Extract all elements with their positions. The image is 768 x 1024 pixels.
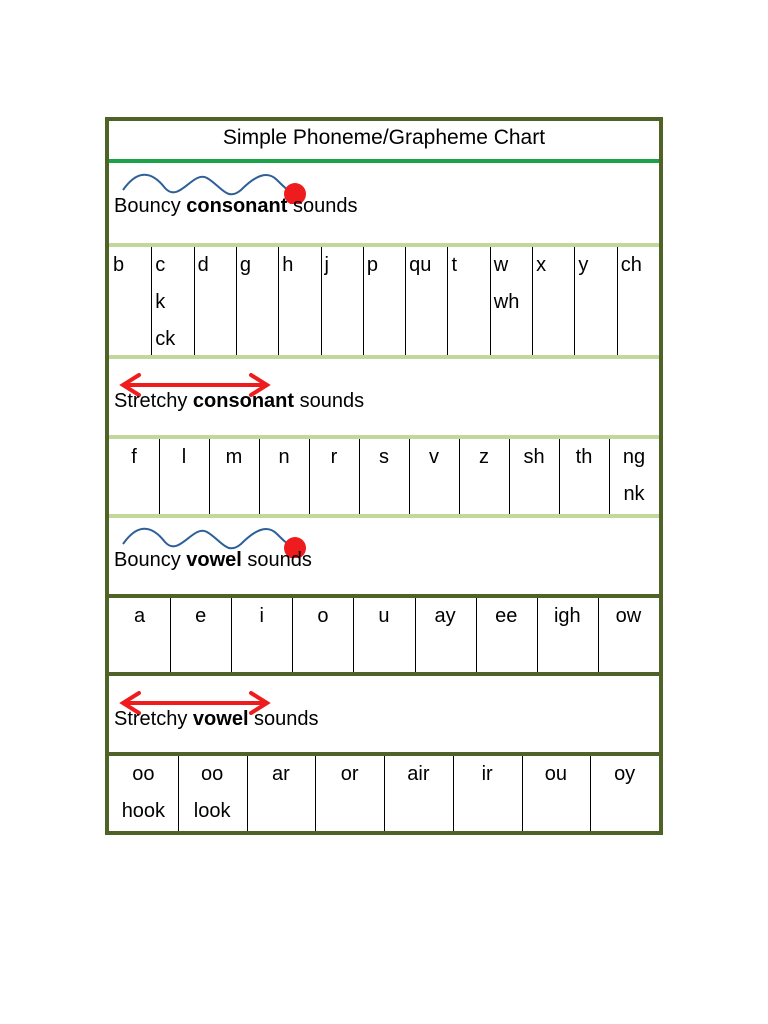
grapheme-text: r <box>330 446 338 468</box>
cell-divider <box>522 756 523 831</box>
label-prefix: Bouncy <box>114 195 187 217</box>
grapheme-cell <box>363 247 405 355</box>
grapheme-text: ar <box>271 763 290 785</box>
cell-divider <box>151 247 152 355</box>
grapheme-cell <box>321 247 363 355</box>
grapheme-cell <box>590 756 659 831</box>
section-label <box>114 390 364 413</box>
grapheme-text: n <box>278 446 290 468</box>
grapheme-text: look <box>193 800 231 822</box>
cell-divider <box>292 598 293 672</box>
grapheme-text: l <box>181 446 187 468</box>
grapheme-text: ck <box>155 328 176 350</box>
cell-divider <box>259 439 260 514</box>
grapheme-text: x <box>536 254 547 276</box>
grapheme-text: z <box>479 446 489 468</box>
grapheme-text: y <box>578 254 589 276</box>
grapheme-cell <box>170 598 231 672</box>
cell-divider <box>247 756 248 831</box>
grapheme-text: o <box>317 605 329 627</box>
label-bold: consonant <box>186 195 288 217</box>
grapheme-cell <box>574 247 616 355</box>
grapheme-text: ch <box>620 254 642 276</box>
grapheme-cell <box>231 598 292 672</box>
grapheme-text: or <box>340 763 359 785</box>
grapheme-cell <box>236 247 278 355</box>
grapheme-cell <box>159 439 209 514</box>
chart-title: Simple Phoneme/Grapheme Chart <box>222 126 546 149</box>
grapheme-row <box>109 439 659 514</box>
grapheme-cell <box>476 598 537 672</box>
grapheme-cell <box>405 247 447 355</box>
cell-divider <box>384 756 385 831</box>
cell-divider <box>278 247 279 355</box>
grapheme-cell <box>247 756 316 831</box>
grapheme-cell <box>278 247 320 355</box>
cell-divider <box>321 247 322 355</box>
cell-divider <box>409 439 410 514</box>
cell-divider <box>453 756 454 831</box>
grapheme-cell <box>109 756 178 831</box>
section-label <box>114 549 312 572</box>
grapheme-text: ow <box>615 605 642 627</box>
cell-divider <box>447 247 448 355</box>
grapheme-cell <box>598 598 659 672</box>
grapheme-cell <box>209 439 259 514</box>
grapheme-cell <box>415 598 476 672</box>
grapheme-text: air <box>407 763 430 785</box>
grapheme-cell <box>353 598 414 672</box>
grapheme-cell <box>453 756 522 831</box>
cell-divider <box>159 439 160 514</box>
grapheme-cell <box>409 439 459 514</box>
grapheme-cell <box>151 247 193 355</box>
cell-divider <box>209 439 210 514</box>
grapheme-cell <box>617 247 659 355</box>
grapheme-text: m <box>225 446 243 468</box>
cell-divider <box>598 598 599 672</box>
grapheme-text: s <box>379 446 389 468</box>
cell-divider <box>170 598 171 672</box>
label-bold: vowel <box>192 708 249 730</box>
grapheme-row <box>109 247 659 355</box>
grapheme-text: ng <box>622 446 646 468</box>
cell-divider <box>490 247 491 355</box>
cell-divider <box>363 247 364 355</box>
grapheme-text: u <box>378 605 390 627</box>
grapheme-row <box>109 756 659 831</box>
label-suffix: sounds <box>294 390 365 412</box>
label-bold: consonant <box>192 390 295 412</box>
cell-divider <box>359 439 360 514</box>
grapheme-cell <box>259 439 309 514</box>
grapheme-cell <box>292 598 353 672</box>
grapheme-text: ay <box>434 605 456 627</box>
cell-divider <box>178 756 179 831</box>
cell-divider <box>309 439 310 514</box>
grapheme-cell <box>109 247 151 355</box>
grapheme-text: b <box>113 254 125 276</box>
grapheme-cell <box>490 247 532 355</box>
cell-divider <box>609 439 610 514</box>
grapheme-cell <box>509 439 559 514</box>
grapheme-text: e <box>195 605 207 627</box>
grapheme-row <box>109 598 659 672</box>
cell-divider <box>415 598 416 672</box>
grapheme-text: f <box>131 446 137 468</box>
grapheme-text: a <box>133 605 146 627</box>
grapheme-text: igh <box>553 605 581 627</box>
label-bold: vowel <box>186 549 242 571</box>
grapheme-text: oo <box>132 763 155 785</box>
cell-divider <box>617 247 618 355</box>
grapheme-text: c <box>155 254 166 276</box>
grapheme-cell <box>559 439 609 514</box>
label-prefix: Stretchy <box>114 390 193 412</box>
grapheme-cell <box>359 439 409 514</box>
label-suffix: sounds <box>287 195 358 217</box>
grapheme-text: k <box>155 291 166 313</box>
grapheme-text: oy <box>614 763 636 785</box>
grapheme-text: th <box>575 446 593 468</box>
cell-divider <box>353 598 354 672</box>
grapheme-cell <box>109 439 159 514</box>
cell-divider <box>476 598 477 672</box>
grapheme-text: hook <box>121 800 166 822</box>
grapheme-cell <box>609 439 659 514</box>
grapheme-cell <box>178 756 247 831</box>
cell-divider <box>532 247 533 355</box>
grapheme-text: v <box>429 446 439 468</box>
grapheme-text: t <box>451 254 458 276</box>
grapheme-text: j <box>324 254 329 276</box>
grapheme-cell <box>309 439 359 514</box>
grapheme-text: sh <box>523 446 545 468</box>
grapheme-cell <box>447 247 489 355</box>
cell-divider <box>194 247 195 355</box>
phoneme-chart-frame <box>105 117 663 835</box>
cell-divider <box>236 247 237 355</box>
cell-divider <box>574 247 575 355</box>
label-prefix: Stretchy <box>114 708 193 730</box>
grapheme-text: nk <box>623 483 645 505</box>
grapheme-cell <box>315 756 384 831</box>
label-suffix: sounds <box>241 549 312 571</box>
grapheme-text: h <box>282 254 294 276</box>
grapheme-text: qu <box>409 254 432 276</box>
cell-divider <box>537 598 538 672</box>
cell-divider <box>459 439 460 514</box>
grapheme-cell <box>537 598 598 672</box>
grapheme-text: ir <box>481 763 493 785</box>
grapheme-cell <box>384 756 453 831</box>
cell-divider <box>509 439 510 514</box>
grapheme-cell <box>194 247 236 355</box>
grapheme-cell <box>459 439 509 514</box>
label-suffix: sounds <box>248 708 319 730</box>
cell-divider <box>590 756 591 831</box>
grapheme-text: g <box>239 254 252 276</box>
grapheme-text: d <box>197 254 209 276</box>
grapheme-text: wh <box>493 291 520 313</box>
grapheme-text: ou <box>544 763 567 785</box>
cell-divider <box>315 756 316 831</box>
grapheme-cell <box>522 756 591 831</box>
cell-divider <box>231 598 232 672</box>
section-label <box>114 708 319 731</box>
grapheme-cell <box>532 247 574 355</box>
grapheme-text: w <box>493 254 509 276</box>
cell-divider <box>405 247 406 355</box>
cell-divider <box>559 439 560 514</box>
grapheme-text: i <box>259 605 264 627</box>
grapheme-text: p <box>366 254 378 276</box>
label-prefix: Bouncy <box>114 549 187 571</box>
grapheme-cell <box>109 598 170 672</box>
grapheme-text: oo <box>201 763 224 785</box>
section-label <box>114 195 357 218</box>
grapheme-text: ee <box>495 605 518 627</box>
